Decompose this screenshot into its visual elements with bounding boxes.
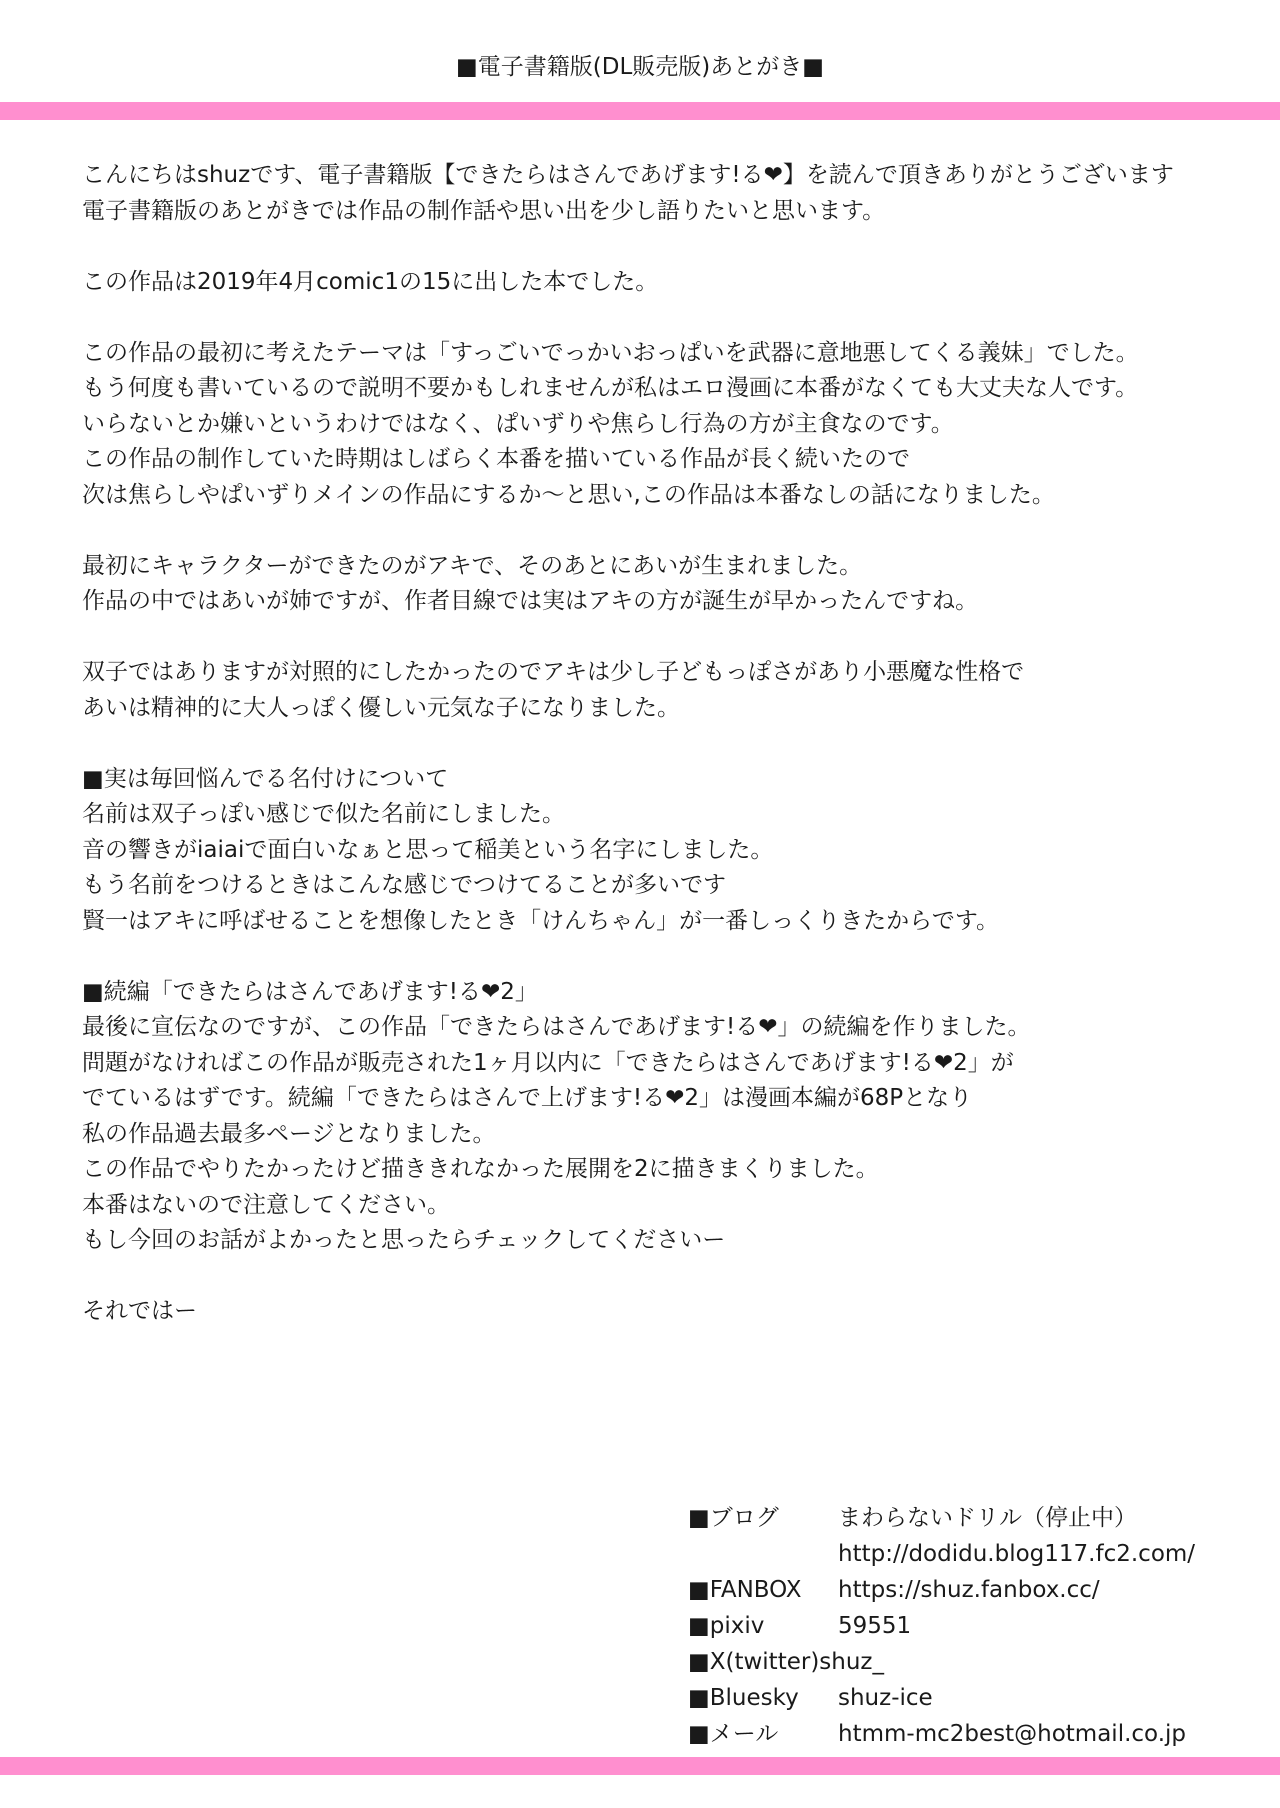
text-line: この作品は2019年4月comic1の15に出した本でした。 — [82, 268, 659, 295]
blank-line — [82, 300, 1262, 336]
text-line: ■実は毎回悩んでる名付けについて — [82, 765, 449, 792]
text-line: この作品の最初に考えたテーマは「すっごいでっかいおっぱいを武器に意地悪してくる義妹」でした。 — [82, 339, 1139, 366]
contact-value: shuz-ice — [838, 1685, 933, 1711]
text-line: この作品の制作していた時期はしばらく本番を描いている作品が長く続いたので — [82, 446, 910, 472]
text-line: ■続編「できたらはさんであげます!る❤2」 — [82, 978, 538, 1005]
blank-line — [82, 620, 1262, 656]
contact-value: htmm-mc2best@hotmail.co.jp — [838, 1721, 1187, 1747]
top-accent-bar — [0, 102, 1280, 120]
contact-label: ■Bluesky — [688, 1685, 799, 1711]
text-line: もし今回のお話がよかったと思ったらチェックしてくださいー — [82, 1227, 726, 1253]
contact-label: ■ブログ — [688, 1505, 779, 1531]
contact-value: https://shuz.fanbox.cc/ — [838, 1577, 1100, 1603]
text-line: 電子書籍版のあとがきでは作品の制作話や思い出を少し語りたいと思います。 — [82, 197, 886, 224]
text-line: でているはずです。続編「できたらはさんで上げます!る❤2」は漫画本編が68Pとなり — [82, 1085, 973, 1111]
contact-label: ■メール — [688, 1721, 779, 1747]
text-line: それではー — [82, 1298, 197, 1324]
contact-row — [688, 1572, 1268, 1608]
contact-row — [688, 1644, 1268, 1680]
text-line: こんにちはshuzです、電子書籍版【できたらはさんであげます!る❤】を読んで頂きありがとうございます — [82, 162, 1174, 188]
text-line: 双子ではありますが対照的にしたかったのでアキは少し子どもっぽさがあり小悪魔な性格で — [82, 659, 1025, 685]
blank-line — [82, 1259, 1262, 1295]
text-line: いらないとか嫌いというわけではなく、ぱいずりや焦らし行為の方が主食なのです。 — [82, 410, 954, 437]
contact-label: ■X(twitter)shuz_ — [688, 1649, 885, 1675]
contact-row — [688, 1608, 1268, 1644]
text-line: 賢一はアキに呼ばせることを想像したとき「けんちゃん」が一番しっくりきたからです。 — [82, 907, 1000, 934]
text-line: 本番はないので注意してください。 — [82, 1191, 450, 1218]
text-line: 最後に宣伝なのですが、この作品「できたらはさんであげます!る❤」の続編を作りました。 — [82, 1014, 1031, 1040]
contact-value: http://dodidu.blog117.fc2.com/ — [838, 1541, 1196, 1567]
blank-line — [82, 939, 1262, 975]
contact-row — [688, 1680, 1268, 1716]
contact-row — [688, 1500, 1268, 1536]
text-line: もう名前をつけるときはこんな感じでつけてることが多いです — [82, 872, 726, 898]
afterword-body — [82, 158, 1262, 1330]
contact-label: ■FANBOX — [688, 1577, 802, 1603]
blank-line — [82, 726, 1262, 762]
bottom-accent-bar — [0, 1757, 1280, 1775]
blank-line — [82, 513, 1262, 549]
text-line: 最初にキャラクターができたのがアキで、そのあとにあいが生まれました。 — [82, 552, 863, 579]
text-line: 作品の中ではあいが姉ですが、作者目線では実はアキの方が誕生が早かったんですね。 — [82, 588, 979, 614]
text-line: この作品でやりたかったけど描ききれなかった展開を2に描きまくりました。 — [82, 1156, 879, 1182]
text-line: 名前は双子っぽい感じで似た名前にしました。 — [82, 801, 565, 827]
text-line: 問題がなければこの作品が販売された1ヶ月以内に「できたらはさんであげます!る❤2」が — [82, 1049, 1014, 1076]
blank-line — [82, 229, 1262, 265]
contact-value: まわらないドリル（停止中） — [838, 1505, 1137, 1531]
text-line: あいは精神的に大人っぽく優しい元気な子になりました。 — [82, 694, 680, 721]
contact-label: ■pixiv — [688, 1613, 765, 1639]
contact-list — [688, 1500, 1268, 1752]
text-line: 私の作品過去最多ページとなりました。 — [82, 1120, 496, 1147]
contact-row — [688, 1536, 1268, 1572]
text-line: もう何度も書いているので説明不要かもしれませんが私はエロ漫画に本番がなくても大丈夫な人です。 — [82, 375, 1139, 401]
text-line: 音の響きがiaiaiで面白いなぁと思って稲美という名字にしました。 — [82, 836, 774, 863]
contact-value: 59551 — [838, 1613, 912, 1639]
text-line: 次は焦らしやぱいずりメインの作品にするか～と思い,この作品は本番なしの話になりました。 — [82, 481, 1055, 508]
page-title: ■電子書籍版(DL販売版)あとがき■ — [456, 54, 824, 80]
contact-row — [688, 1716, 1268, 1752]
